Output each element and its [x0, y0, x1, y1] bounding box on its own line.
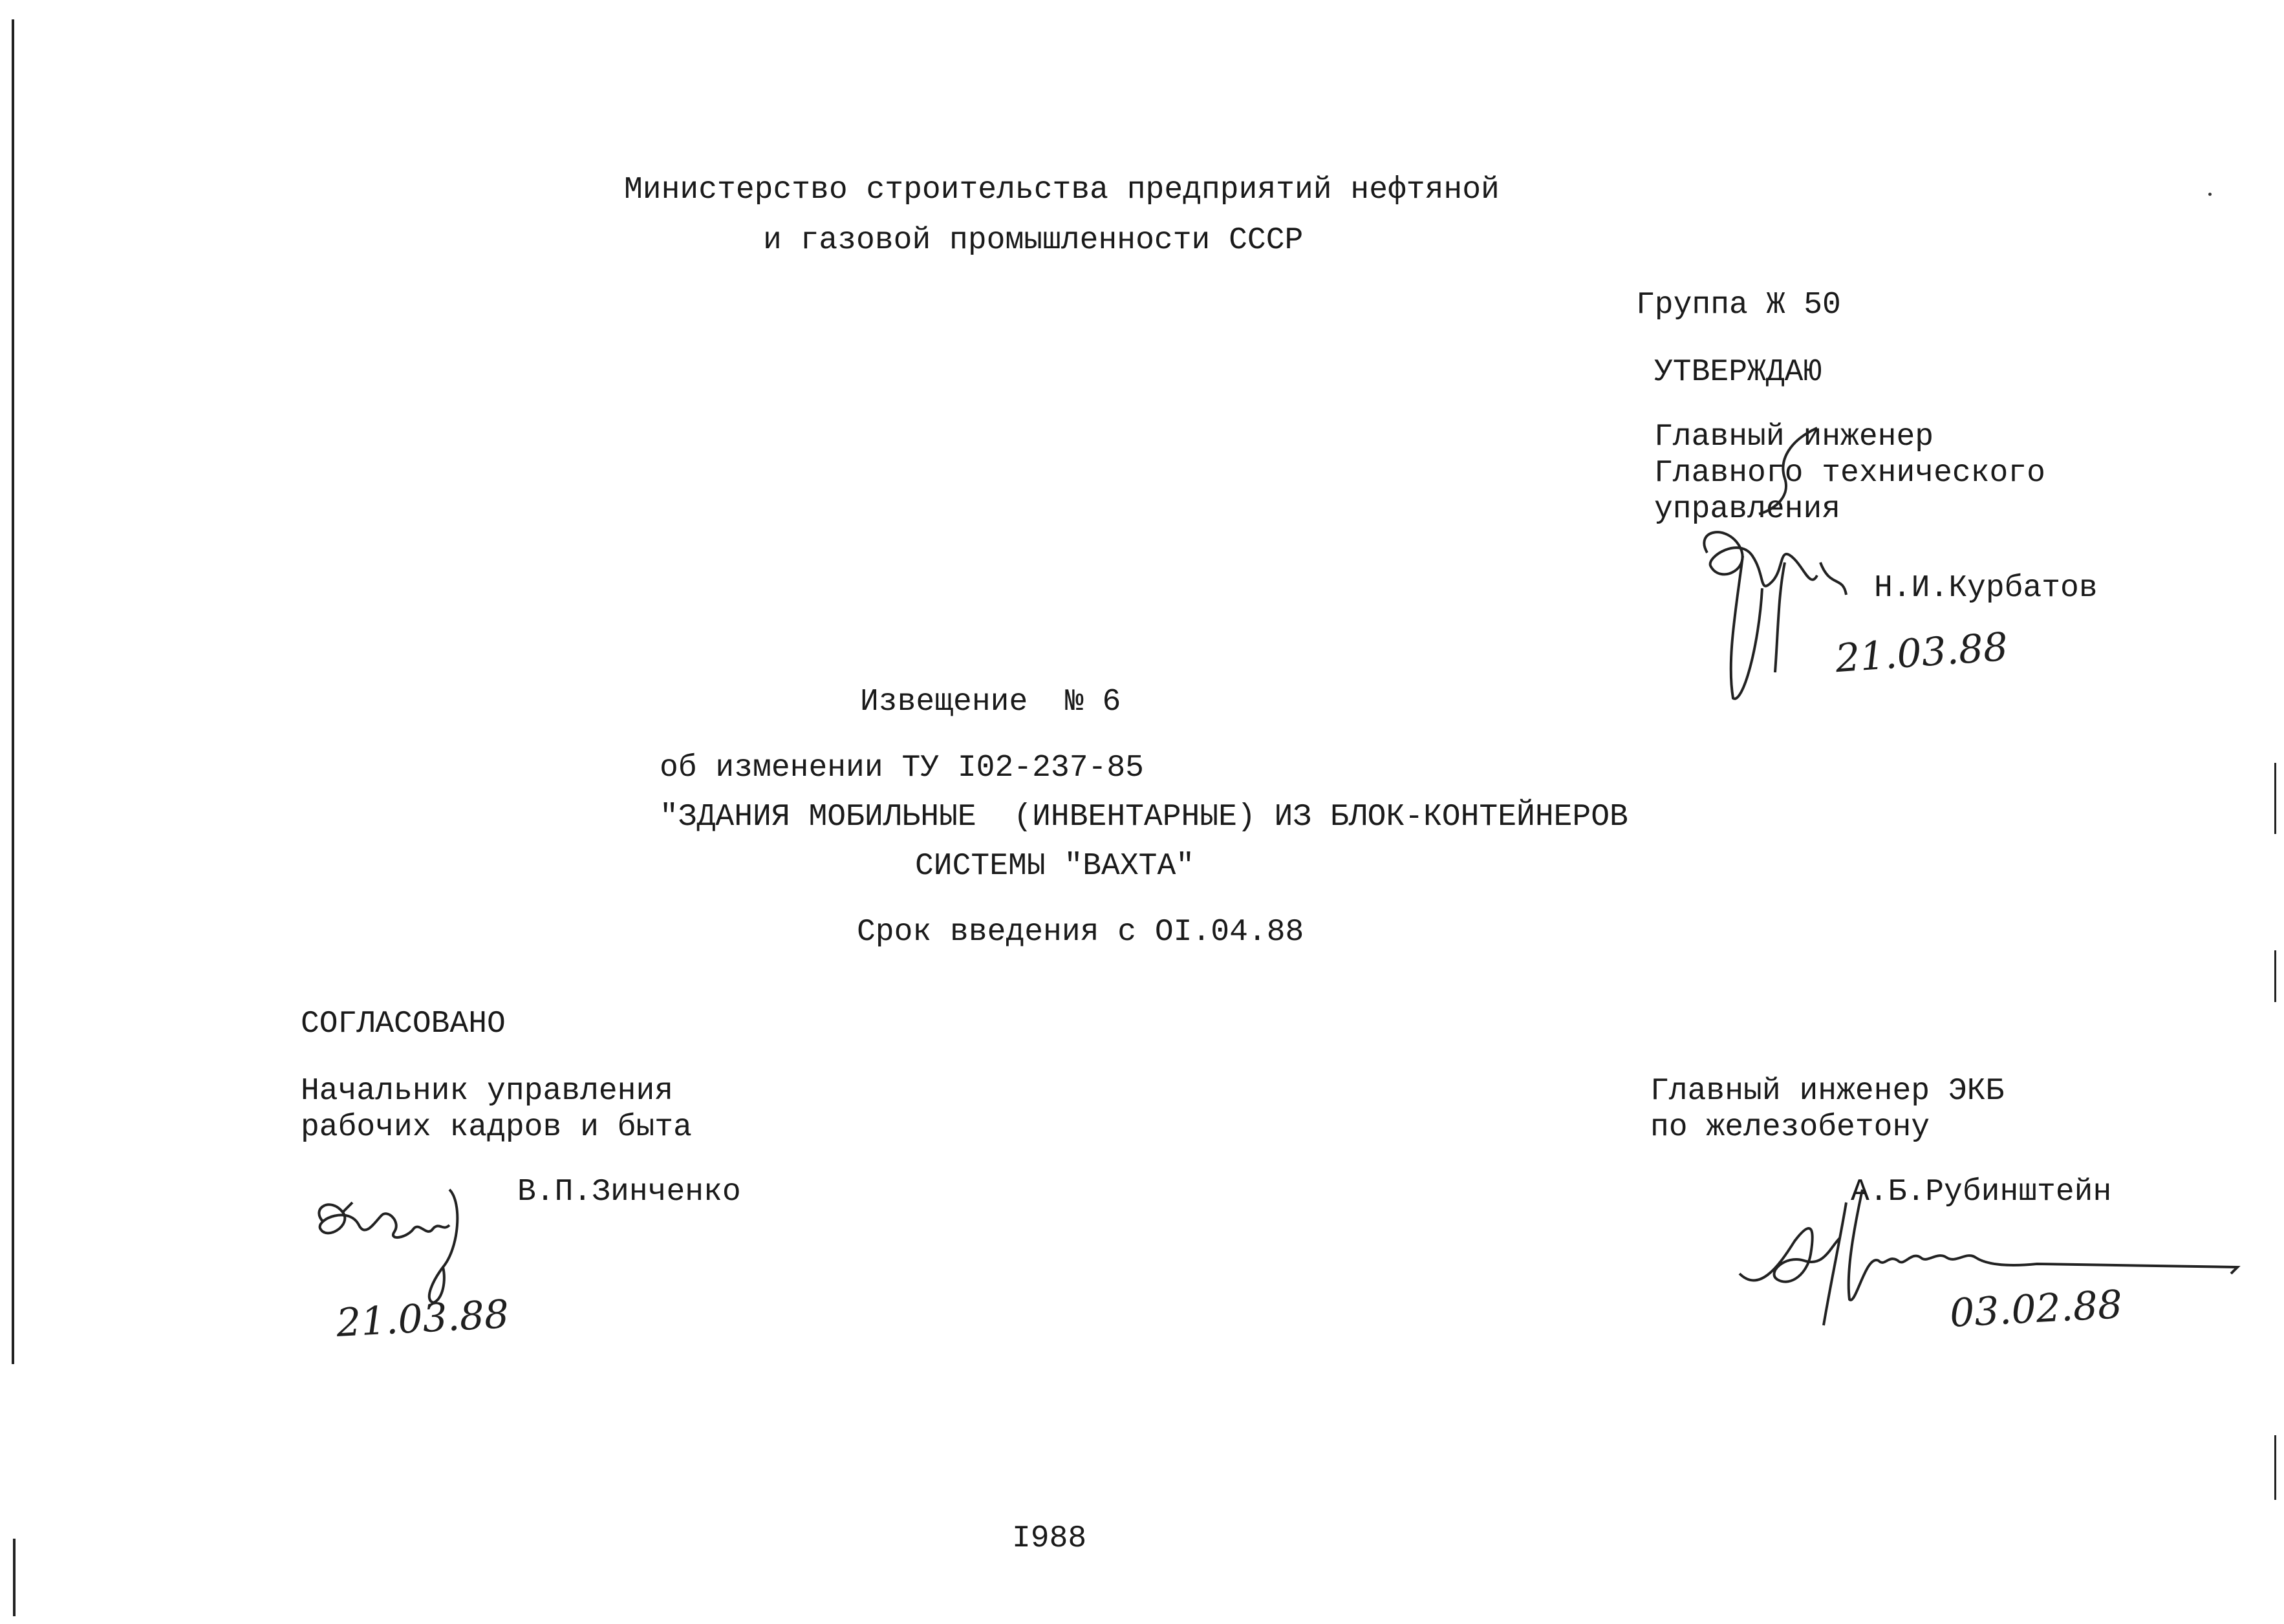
- scan-mark-right-2: [2274, 950, 2276, 1002]
- chief-position-line-2: по железобетону: [1650, 1110, 1930, 1145]
- chief-date: 03.02.88: [1948, 1282, 2124, 1336]
- chief-signature: [1733, 1177, 2250, 1332]
- scan-edge-left-lower: [13, 1539, 16, 1616]
- agreed-position-line-2: рабочих кадров и быта: [301, 1110, 692, 1145]
- approver-name: Н.И.Курбатов: [1874, 571, 2098, 606]
- document-year: I988: [1012, 1521, 1087, 1556]
- agreed-position-line-1: Начальник управления: [301, 1074, 674, 1109]
- scan-mark-right-1: [2274, 763, 2276, 834]
- approver-position-line-1: Главный инженер: [1654, 420, 1934, 454]
- notice-line-3: СИСТЕМЫ "ВАХТА": [915, 849, 1195, 884]
- agreed-label: СОГЛАСОВАНО: [301, 1007, 506, 1042]
- approver-signature: [1681, 401, 1875, 705]
- approve-label: УТВЕРЖДАЮ: [1654, 355, 1822, 390]
- notice-title: Извещение № 6: [860, 685, 1121, 720]
- scan-dot: [2208, 193, 2212, 196]
- chief-position-line-1: Главный инженер ЭКБ: [1650, 1074, 2005, 1109]
- chief-name: А.Б.Рубинштейн: [1851, 1175, 2112, 1210]
- agreed-signature: [304, 1177, 472, 1306]
- ministry-line-1: Министерство строительства предприятий нефтяной: [624, 173, 1500, 208]
- scan-mark-right-3: [2274, 1435, 2276, 1500]
- approver-position-line-3: управления: [1654, 492, 1841, 527]
- effective-date: Срок введения с OI.04.88: [857, 915, 1304, 950]
- ministry-line-2: и газовой промышленности СССР: [763, 223, 1304, 258]
- agreed-name: В.П.Зинченко: [517, 1175, 741, 1210]
- notice-line-1: об изменении ТУ I02-237-85: [660, 751, 1144, 785]
- scan-edge-left: [12, 19, 14, 1364]
- approver-date: 21.03.88: [1833, 624, 2010, 682]
- group-code: Группа Ж 50: [1636, 288, 1841, 323]
- notice-line-2: "ЗДАНИЯ МОБИЛЬНЫЕ (ИНВЕНТАРНЫЕ) ИЗ БЛОК-КОНТЕЙНЕРОВ: [660, 800, 1628, 835]
- approver-position-line-2: Главного технического: [1654, 456, 2045, 491]
- agreed-date: 21.03.88: [335, 1292, 510, 1346]
